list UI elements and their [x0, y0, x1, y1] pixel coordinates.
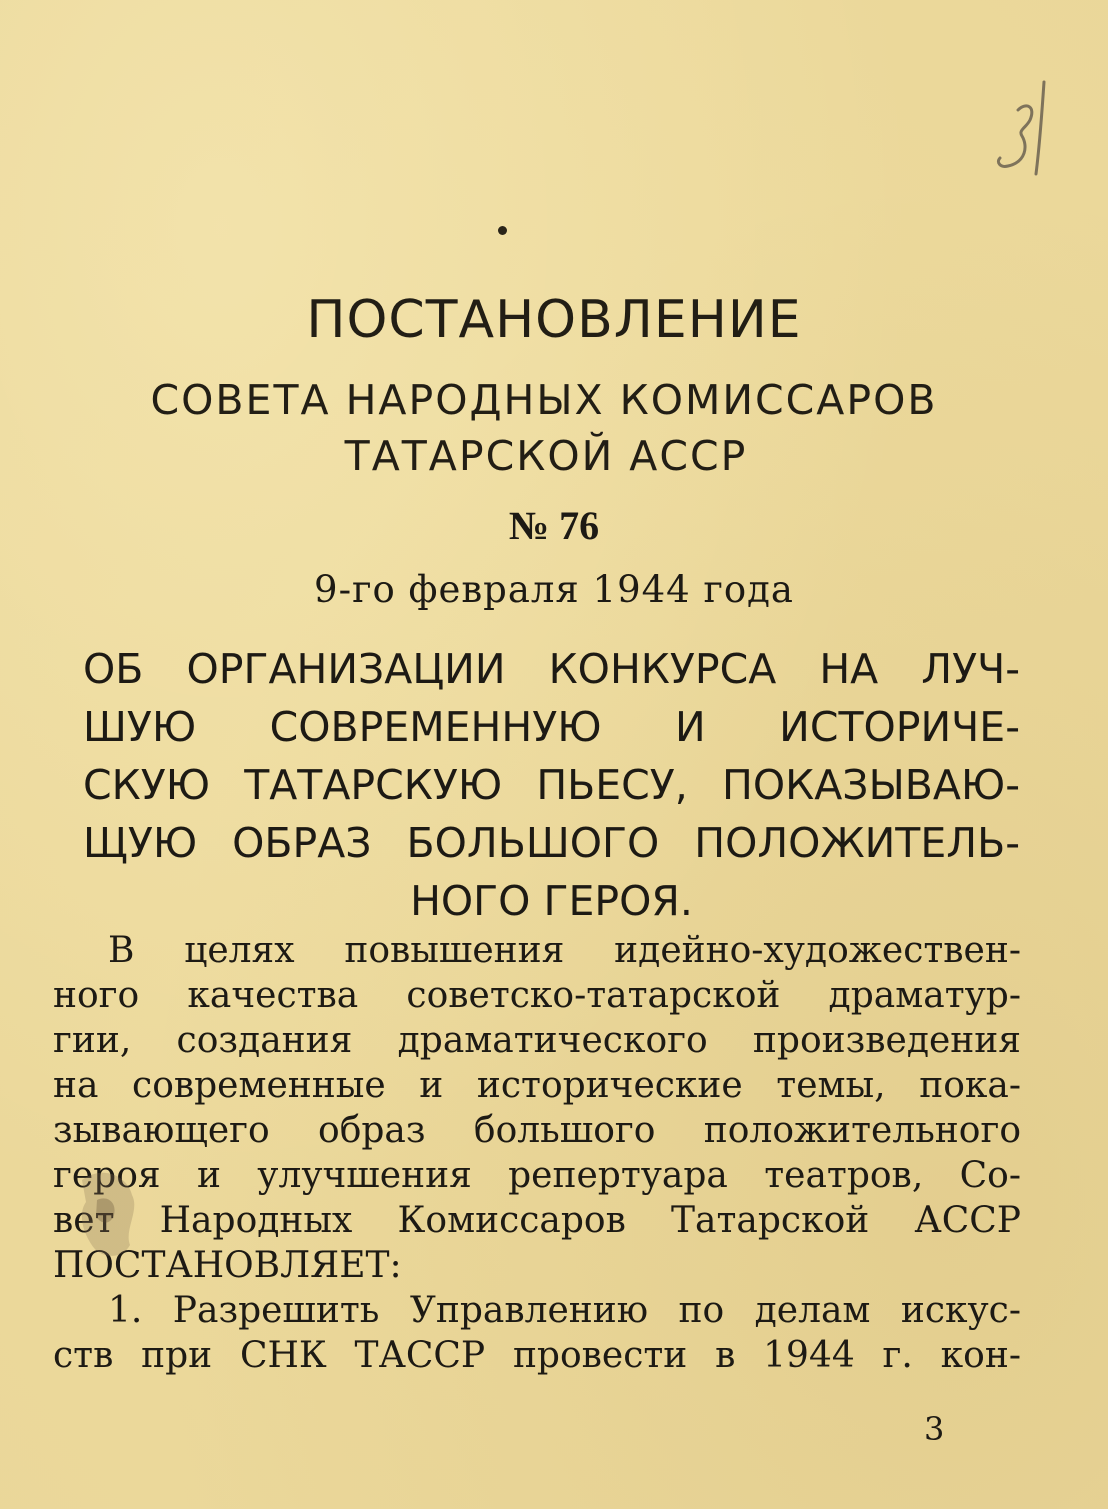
decree-date: 9-го февраля 1944 года — [314, 568, 794, 611]
issuer-line-2: ТАТАРСКОЙ АССР — [344, 432, 748, 480]
body-line: гии, создания драматического произведения — [53, 1020, 1021, 1061]
decree-body — [53, 928, 1021, 1378]
body-line: на современные и исторические темы, пока- — [53, 1065, 1021, 1106]
decree-title: ПОСТАНОВЛЕНИЕ — [306, 290, 802, 350]
body-line: 1. Разрешить Управлению по делам искус- — [108, 1290, 1021, 1331]
subject-line: ОБ ОРГАНИЗАЦИИ КОНКУРСА НА ЛУЧ- — [83, 645, 1020, 693]
issuer-line-1: СОВЕТА НАРОДНЫХ КОМИССАРОВ — [150, 376, 938, 424]
body-line: В целях повышения идейно-художествен- — [108, 930, 1021, 971]
handwritten-page-mark — [978, 62, 1068, 182]
body-line: зывающего образ большого положительного — [53, 1110, 1021, 1151]
subject-line: ЩУЮ ОБРАЗ БОЛЬШОГО ПОЛОЖИТЕЛЬ- — [83, 819, 1020, 867]
print-dot — [498, 226, 507, 235]
subject-line: СКУЮ ТАТАРСКУЮ ПЬЕСУ, ПОКАЗЫВАЮ- — [83, 761, 1020, 809]
subject-line: НОГО ГЕРОЯ. — [410, 877, 693, 925]
body-line: ПОСТАНОВЛЯЕТ: — [53, 1245, 402, 1286]
decree-number: № 76 — [508, 503, 600, 548]
page-number: 3 — [924, 1410, 945, 1448]
subject-line: ШУЮ СОВРЕМЕННУЮ И ИСТОРИЧЕ- — [83, 703, 1020, 751]
body-line: ного качества советско-татарской драматур- — [53, 975, 1021, 1016]
body-line: вет Народных Комиссаров Татарской АССР — [53, 1200, 1021, 1241]
body-line: ств при СНК ТАССР провести в 1944 г. кон- — [53, 1335, 1021, 1376]
decree-subject — [83, 640, 1020, 930]
paper-damage-stain — [72, 1160, 162, 1270]
body-line: героя и улучшения репертуара театров, Со- — [53, 1155, 1021, 1196]
